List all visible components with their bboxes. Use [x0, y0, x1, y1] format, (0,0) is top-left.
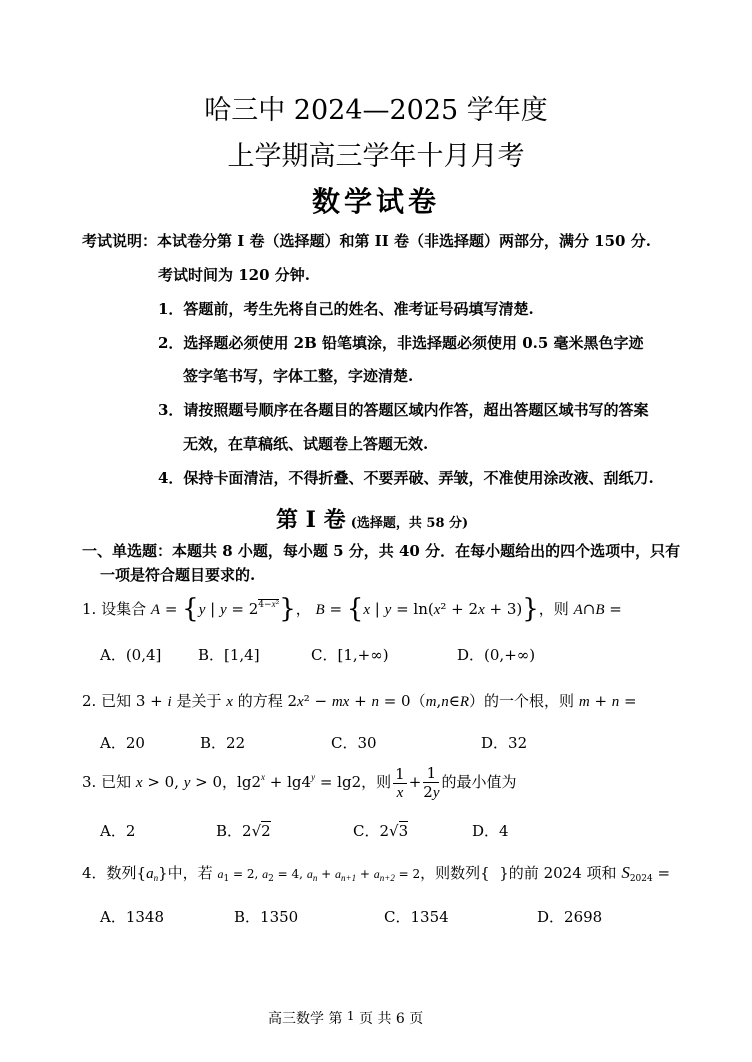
question-2-option-b: B．22	[200, 734, 246, 752]
part-subtitle: (选择题，共 58 分)	[350, 516, 469, 531]
exam-title-line1: 哈三中 2024—2025 学年度	[204, 95, 548, 126]
question-4-mid2: ，则数列{	[420, 864, 490, 882]
instruction-item-3: 3．请按照题号顺序在各题目的答题区域内作答，超出答题区域书写的答案	[158, 401, 649, 419]
instruction-item-4: 4．保持卡面清洁，不得折叠、不要弄破、弄皱，不准使用涂改液、刮纸刀.	[158, 469, 654, 487]
question-2-prefix: 2. 已知	[82, 692, 132, 710]
footer-text-1: 高三数学 第	[268, 1011, 343, 1027]
question-4-mid3: }的前 2024 项和	[499, 864, 617, 882]
question-1: 1. 设集合 A = {y | $y = 2^{4-x^2}$}， B = {x | y = ln(x² + 2x + 3)}，则 A∩B =	[82, 594, 622, 624]
question-1-option-b: B．[1,4]	[198, 646, 260, 664]
question-3-mid: ，则	[361, 773, 392, 791]
question-3-suffix: 的最小值为	[441, 773, 517, 791]
part-title: 第 I 卷	[276, 507, 346, 533]
question-3-option-c-label: C．	[353, 822, 380, 840]
question-3-option-c: C．2√3	[353, 822, 409, 840]
question-3: 3. 已知 x > 0, y > 0，$\lg 2^x + \lg 4^y = \lg 2$，则 $\frac{1}{x}$ + $\frac{1}{2y}$ 的最小值为	[82, 764, 517, 801]
question-3-option-d: D．4	[472, 822, 509, 840]
instructions-time: 考试时间为 120 分钟.	[158, 266, 310, 284]
section-heading-cont: 一项是符合题目要求的.	[100, 566, 256, 584]
question-1-option-d: D．(0,+∞)	[457, 646, 536, 664]
instruction-item-2: 2．选择题必须使用 2B 铅笔填涂，非选择题必须使用 0.5 毫米黑色字迹	[158, 334, 644, 352]
question-1-option-c: C．[1,+∞)	[311, 646, 389, 664]
question-2-mid1: 是关于	[176, 692, 222, 710]
question-4-prefix: 4．数列	[82, 864, 137, 882]
question-4: 4．数列$\{a_n\}$中，若 $a_1 = 2$, $a_2 = 4$, $a_n + a_{n+1} + a_{n+2} = 2$，则数列{ }的前 2024 项和 $S_{2024}$ =	[82, 863, 671, 884]
instruction-item-3-cont: 无效，在草稿纸、试题卷上答题无效.	[183, 435, 429, 453]
question-2-mid2: 的方程	[237, 692, 283, 710]
question-2: 2. 已知 3 + i 是关于 x 的方程 2x² − mx + n = 0（m,n∈R）的一个根，则 m + n =	[82, 692, 637, 710]
question-2-option-d: D．32	[481, 734, 528, 752]
question-1-option-a: A．(0,4]	[100, 646, 162, 664]
question-3-option-a: A．2	[100, 822, 136, 840]
question-4-mid1: 中，若	[167, 864, 213, 882]
instruction-item-2-cont: 签字笔书写，字体工整，字迹清楚.	[183, 367, 414, 385]
question-2-mid3: 的一个根，则	[484, 692, 575, 710]
question-3-option-b-label: B．	[216, 822, 243, 840]
question-4-option-b: B．1350	[234, 908, 299, 926]
question-4-option-c: C．1354	[384, 908, 449, 926]
part-heading	[276, 503, 468, 534]
page-footer	[268, 1008, 423, 1028]
question-2-option-a: A．20	[100, 734, 145, 752]
question-1-sep: ，	[295, 600, 311, 618]
exam-title-line2: 上学期高三学年十月月考	[227, 141, 525, 172]
section-heading: 一、单选题：本题共 8 小题，每小题 5 分，共 40 分．在每小题给出的四个选项中，只有	[82, 542, 681, 560]
question-1-suffix: ，则	[538, 600, 569, 618]
question-2-option-c: C．30	[331, 734, 377, 752]
instructions-intro: 考试说明：本试卷分第 I 卷（选择题）和第 II 卷（非选择题）两部分，满分 150 分.	[82, 232, 651, 250]
exam-title-subject: 数学试卷	[311, 185, 440, 218]
question-3-option-b: B．2√2	[216, 822, 271, 840]
question-4-option-a: A．1348	[100, 908, 165, 926]
question-3-prefix: 3. 已知	[82, 773, 132, 791]
question-1-prefix: 1. 设集合	[82, 600, 147, 618]
instruction-item-1: 1．答题前，考生先将自己的姓名、准考证号码填写清楚.	[158, 300, 534, 318]
footer-text-2: 页 共 6 页	[359, 1011, 424, 1027]
question-4-option-d: D．2698	[537, 908, 603, 926]
page-number: 1	[346, 1009, 355, 1023]
